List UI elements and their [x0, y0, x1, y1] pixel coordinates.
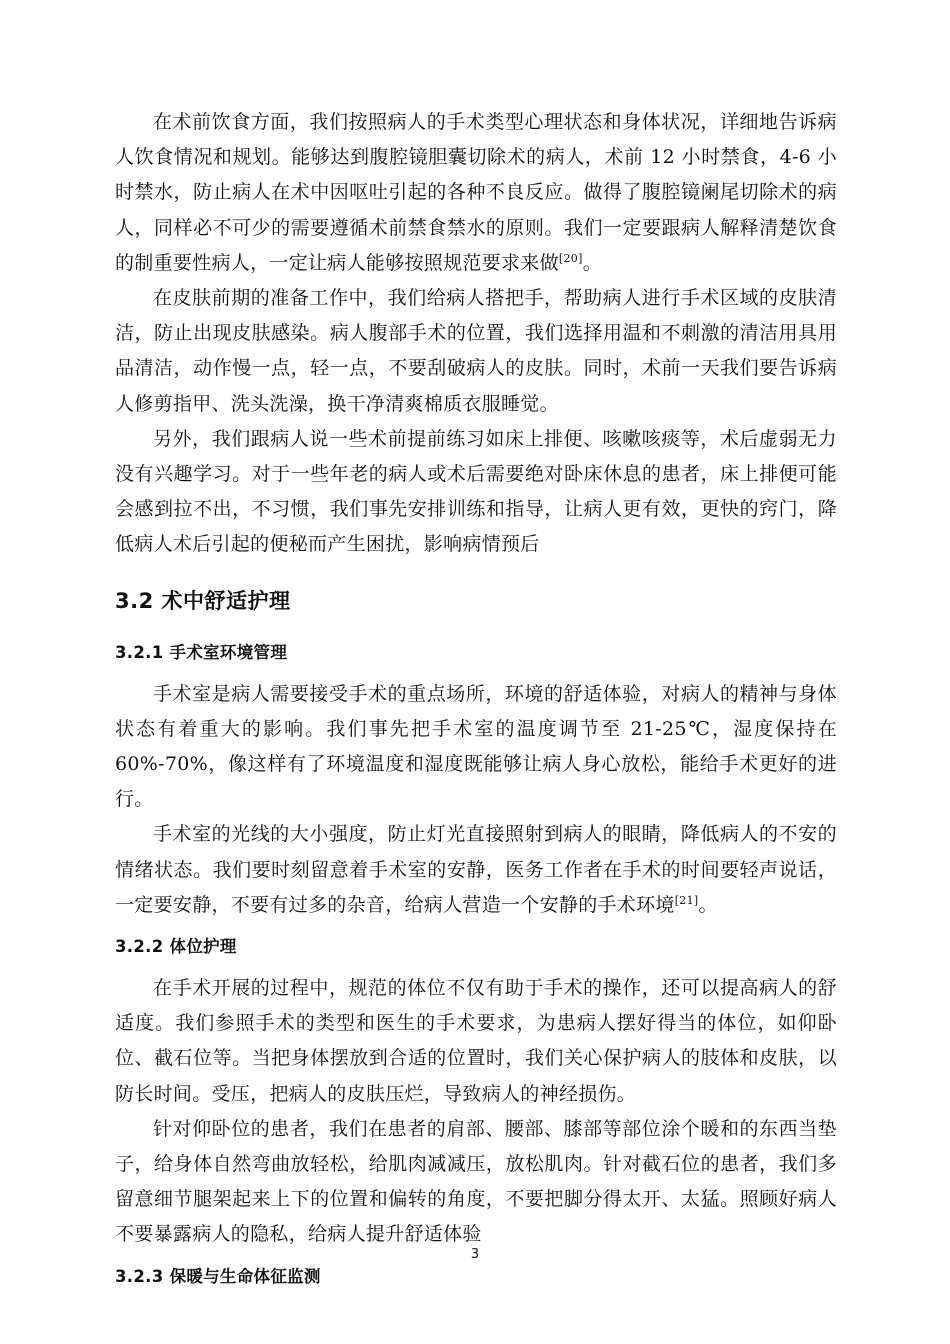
paragraph-or-environment	[115, 677, 837, 818]
citation-ref: [20]	[558, 251, 583, 265]
paragraph-text: 在皮肤前期的准备工作中，我们给病人搭把手，帮助病人进行手术区域的皮肤清洁，防止出现皮肤感染。病人腹部手术的位置，我们选择用温和不刺激的清洁用具用品清洁，动作慢一点，轻一点，不要刮破病人的皮肤。同时，术前一天我们要告诉病人修剪指甲、洗头洗澡，换干净清爽棉质衣服睡觉。	[115, 287, 837, 415]
page-body	[115, 105, 837, 1301]
paragraph-preop-training	[115, 422, 837, 563]
paragraph-tail: 。	[582, 251, 602, 274]
paragraph-tail: 。	[698, 893, 718, 916]
subsection-heading-3-2-2: 3.2.2 体位护理	[115, 937, 237, 957]
paragraph-text: 另外，我们跟病人说一些术前提前练习如床上排便、咳嗽咳痰等，术后虚弱无力没有兴趣学习。对于一些年老的病人或术后需要绝对卧床休息的患者，床上排便可能会感到拉不出，不习惯，我们事先安排训练和指导，让病人更有效，更快的窍门，降低病人术后引起的便秘而产生困扰，影响病情预后	[115, 427, 837, 556]
paragraph-text: 在术前饮食方面，我们按照病人的手术类型心理状态和身体状况，详细地告诉病人饮食情况和规划。能够达到腹腔镜胆囊切除术的病人，术前 12 小时禁食，4-6 小时禁水，防止病人在术中因呕吐引起的各种不良反应。做得了腹腔镜阑尾切除术的病人，同样必不可少的需要遵循术前禁食禁水的原则。我们一定要跟病人解释清楚饮食的制重要性病人，一定让病人能够按照规范要求来做	[115, 111, 837, 274]
paragraph-skin-prep	[115, 281, 837, 422]
paragraph-text: 手术室的光线的大小强度，防止灯光直接照射到病人的眼睛，降低病人的不安的情绪状态。我们要时刻留意着手术室的安静，医务工作者在手术的时间要轻声说话，一定要安静，不要有过多的杂音，给病人营造一个安静的手术环境	[115, 823, 837, 916]
citation-ref: [21]	[674, 893, 699, 907]
subsection-heading-3-2-3: 3.2.3 保暖与生命体征监测	[115, 1266, 321, 1286]
paragraph-text: 手术室是病人需要接受手术的重点场所，环境的舒适体验，对病人的精神与身体状态有着重大的影响。我们事先把手术室的温度调节至 21-25℃，湿度保持在 60%-70%，像这样有了环境温度和湿度既能够让病人身心放松，能给手术更好的进行。	[115, 682, 837, 811]
paragraph-preop-diet	[115, 105, 837, 281]
paragraph-or-lighting	[115, 817, 837, 923]
paragraph-text: 针对仰卧位的患者，我们在患者的肩部、腰部、膝部等部位涂个暖和的东西当垫子，给身体自然弯曲放轻松，给肌肉减减压，放松肌肉。针对截石位的患者，我们多留意细节腿架起来上下的位置和偏转的角度，不要把脚分得太开、太猛。照顾好病人不要暴露病人的隐私，给病人提升舒适体验	[115, 1117, 837, 1246]
subsection-heading-3-2-1: 3.2.1 手术室环境管理	[115, 642, 288, 662]
paragraph-supine-lithotomy	[115, 1112, 837, 1253]
section-heading-3-2: 3.2 术中舒适护理	[115, 588, 291, 613]
paragraph-text: 在手术开展的过程中，规范的体位不仅有助于手术的操作，还可以提高病人的舒适度。我们参照手术的类型和医生的手术要求，为患病人摆好得当的体位，如仰卧位、截石位等。当把身体摆放到合适的位置时，我们关心保护病人的肢体和皮肤，以防长时间。受压，把病人的皮肤压烂，导致病人的神经损伤。	[115, 977, 837, 1105]
paragraph-positioning	[115, 971, 837, 1112]
page-number: 3	[470, 1247, 480, 1262]
